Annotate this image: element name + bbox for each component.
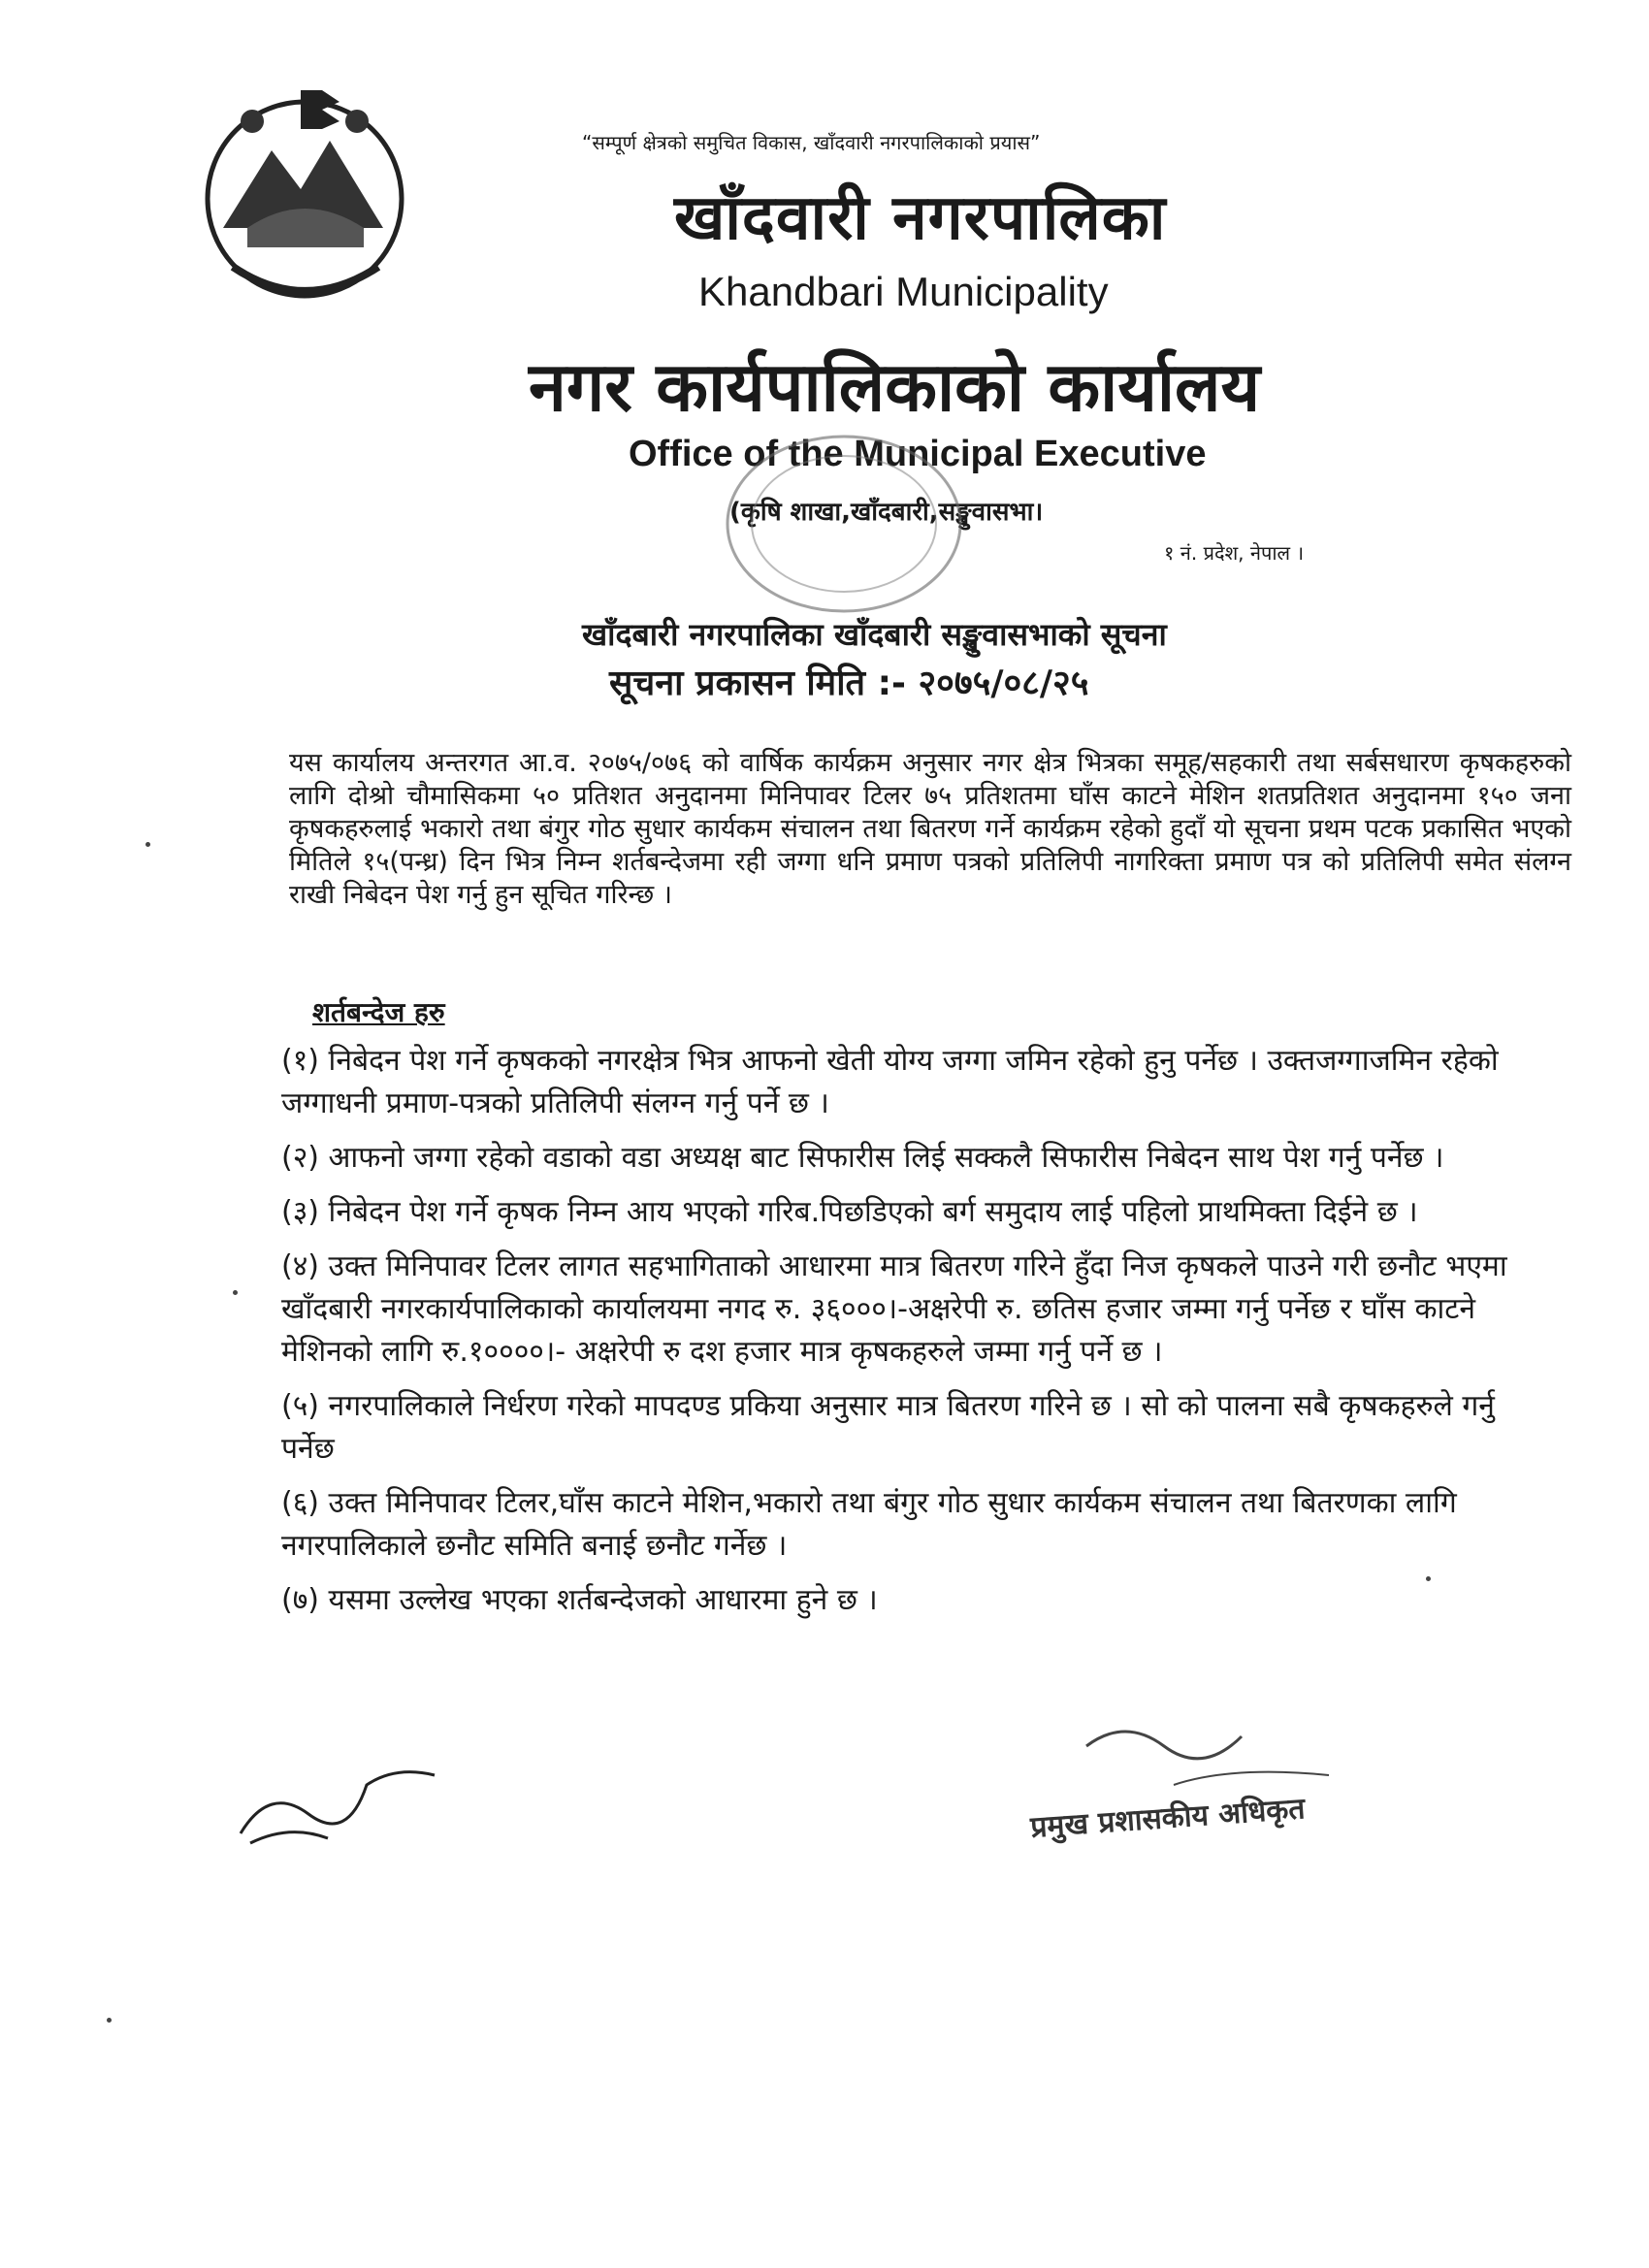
- scan-speck: [1426, 1576, 1431, 1581]
- term-item: (७) यसमा उल्लेख भएका शर्तबन्देजको आधारमा हुने छ ।: [281, 1583, 878, 1617]
- term-item: (२) आफनो जग्गा रहेको वडाको वडा अध्यक्ष बाट सिफारीस लिई सक्कलै सिफारीस निबेदन साथ पेश गर्नु पर्नेछ ।: [281, 1141, 1444, 1175]
- province-label: १ नं. प्रदेश, नेपाल ।: [1164, 541, 1305, 565]
- scan-speck: [146, 842, 150, 847]
- terms-list: [281, 1040, 1557, 1634]
- scan-speck: [107, 2018, 112, 2023]
- office-name-english: Office of the Municipal Executive: [629, 434, 1207, 474]
- terms-heading: शर्तबन्देज हरु: [312, 996, 445, 1028]
- term-item: (६) उक्त मिनिपावर टिलर,घाँस काटने मेशिन,भकारो तथा बंगुर गोठ सुधार कार्यकम संचालन तथा बितरणका लागि नगरपालिकाले छनौट समिति बनाई छनौट गर्नेछ ।: [281, 1486, 1457, 1563]
- notice-date: सूचना प्रकासन मिति :- २०७५/०८/२५: [609, 664, 1089, 703]
- notice-title: खाँदबारी नगरपालिका खाँदबारी सङ्खुवासभाको सूचना: [582, 616, 1167, 653]
- municipality-name-nepali: खाँदवारी नगरपालिका: [674, 182, 1167, 254]
- signature-left-icon: [231, 1746, 444, 1863]
- term-item: (४) उक्त मिनिपावर टिलर लागत सहभागिताको आधारमा मात्र बितरण गरिने हुँदा निज कृषकले पाउने गरी छनौट भएमा खाँदबारी नगरकार्यपालिकाको कार्यालयमा नगद रु. ३६०००।-अक्षरेपी रु. छतिस हजार जम्मा गर्नु पर्नेछ र घाँस काटने मेशिनको लागि रु.१००००।- अक्षरेपी रु दश हजार मात्र कृषकहरुले जम्मा गर्नु पर्ने छ ।: [281, 1249, 1507, 1369]
- office-name-nepali: नगर कार्यपालिकाको कार्यालय: [529, 347, 1261, 427]
- notice-intro-paragraph: यस कार्यालय अन्तरगत आ.व. २०७५/०७६ को वार्षिक कार्यक्रम अनुसार नगर क्षेत्र भित्रका समूह/सहकारी तथा सर्बसधारण कृषकहरुको लागि दोश्रो चौमासिकमा ५० प्रतिशत अनुदानमा मिनिपावर टिलर ७५ प्रतिशतमा घाँस काटने मेशिन शतप्रतिशत अनुदानमा १५० जना कृषकहरुलाई भकारो तथा बंगुर गोठ सुधार कार्यकम संचालन तथा बितरण गर्ने कार्यक्रम रहेको हुदाँ यो सूचना प्रथम पटक प्रकासित भएको मितिले १५(पन्ध्र) दिन भित्र निम्न शर्तबन्देजमा रही जग्गा धनि प्रमाण पत्रको प्रतिलिपी नागरिक्ता प्रमाण पत्र को प्रतिलिपी समेत संलग्न राखी निबेदन पेश गर्नु हुन सूचित गरिन्छ ।: [289, 748, 1571, 910]
- branch-address: (कृषि शाखा,खाँदबारी,सङ्खुवासभा।: [729, 498, 1044, 527]
- municipality-name-english: Khandbari Municipality: [698, 269, 1109, 314]
- term-item: (१) निबेदन पेश गर्ने कृषकको नगरक्षेत्र भित्र आफनो खेती योग्य जग्गा जमिन रहेको हुनु पर्नेछ । उक्तजग्गाजमिन रहेको जग्गाधनी प्रमाण-पत्रको प्रतिलिपी संलग्न गर्नु पर्ने छ ।: [281, 1044, 1499, 1120]
- scan-speck: [233, 1290, 238, 1295]
- term-item: (३) निबेदन पेश गर्ने कृषक निम्न आय भएको गरिब.पिछडिएको बर्ग समुदाय लाई पहिलो प्राथमिक्ता दिईने छ ।: [281, 1195, 1418, 1229]
- chief-administrative-officer-stamp: प्रमुख प्रशासकीय अधिकृत: [1029, 1792, 1307, 1845]
- round-office-stamp-icon: [718, 427, 970, 621]
- term-item: (५) नगरपालिकाले निर्धरण गरेको मापदण्ड प्रकिया अनुसार मात्र बितरण गरिने छ । सो को पालना सबै कृषकहरुले गर्नु पर्नेछ: [281, 1389, 1495, 1466]
- nepal-government-emblem-icon: [194, 82, 415, 308]
- motto: “सम्पूर्ण क्षेत्रको समुचित विकास, खाँदवारी नगरपालिकाको प्रयास”: [582, 131, 1041, 154]
